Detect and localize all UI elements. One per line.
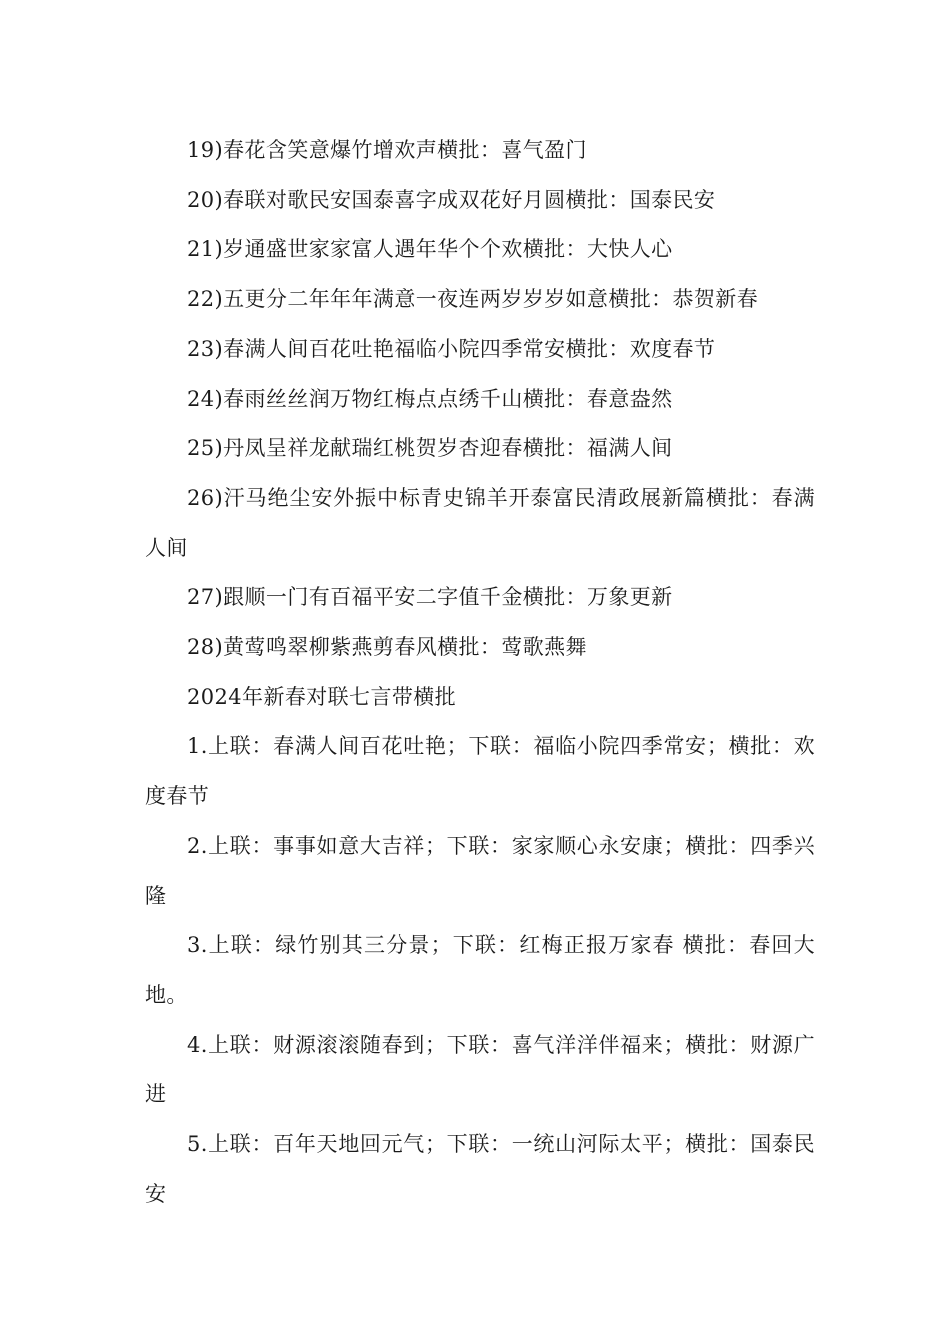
couplet-26: 26)汗马绝尘安外振中标青史锦羊开泰富民清政展新篇横批：春满人间 — [145, 485, 815, 560]
seven-char-couplet-2: 2.上联：事事如意大吉祥；下联：家家顺心永安康；横批：四季兴隆 — [145, 833, 815, 908]
couplet-20: 20)春联对歌民安国泰喜字成双花好月圆横批：国泰民安 — [187, 187, 716, 212]
seven-char-couplet-5: 5.上联：百年天地回元气；下联：一统山河际太平；横批：国泰民安 — [145, 1132, 815, 1206]
couplet-25: 25)丹凤呈祥龙献瑞红桃贺岁杏迎春横批：福满人间 — [187, 436, 673, 461]
couplet-23: 23)春满人间百花吐艳福临小院四季常安横批：欢度春节 — [187, 336, 716, 361]
couplet-24: 24)春雨丝丝润万物红梅点点绣千山横批：春意盎然 — [187, 386, 673, 411]
couplet-21: 21)岁通盛世家家富人遇年华个个欢横批：大快人心 — [187, 237, 673, 262]
document-body — [145, 126, 815, 1219]
seven-char-couplet-3: 3.上联：绿竹别其三分景；下联：红梅正报万家春 横批：春回大地。 — [145, 933, 815, 1007]
couplet-28: 28)黄莺鸣翠柳紫燕剪春风横批：莺歌燕舞 — [187, 635, 587, 660]
seven-char-couplet-1: 1.上联：春满人间百花吐艳；下联：福临小院四季常安；横批：欢度春节 — [145, 734, 815, 809]
couplet-27: 27)跟顺一门有百福平安二字值千金横批：万象更新 — [187, 585, 673, 610]
seven-char-couplet-4: 4.上联：财源滚滚随春到；下联：喜气洋洋伴福来；横批：财源广进 — [145, 1032, 815, 1107]
couplet-19: 19)春花含笑意爆竹增欢声横批：喜气盈门 — [187, 138, 587, 162]
couplet-22: 22)五更分二年年年满意一夜连两岁岁岁如意横批：恭贺新春 — [187, 287, 759, 312]
section-heading: 2024年新春对联七言带横批 — [187, 684, 457, 709]
